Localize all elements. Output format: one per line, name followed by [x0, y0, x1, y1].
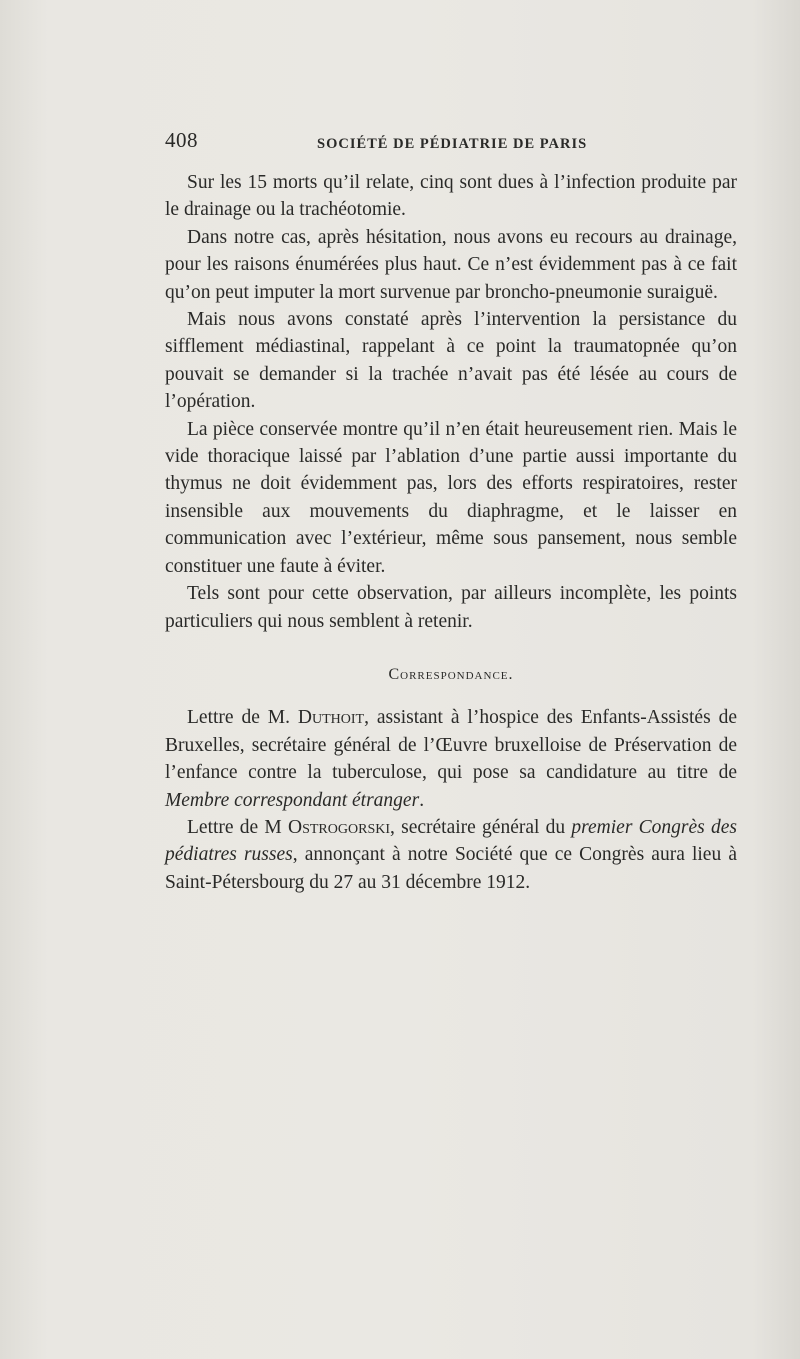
letter-text: , secrétaire général du: [390, 816, 572, 838]
letter-text: Lettre de M.: [187, 707, 298, 729]
membership-title: Membre correspondant étranger: [165, 789, 420, 811]
paragraph: Sur les 15 morts qu’il relate, cinq sont dues à l’infection produite par le drainage ou la trachéotomie.: [165, 172, 737, 221]
paragraph: Mais nous avons constaté après l’intervention la persistance du sifflement médiastinal, rappelant à ce point la traumatopnée qu’on pouvait se demander si la trachée n’avait pas été lésée au cours de l’opération.: [165, 309, 737, 413]
paragraph: La pièce conservée montre qu’il n’en était heureusement rien. Mais le vide thoracique laissé par l’ablation d’une partie aussi importante du thymus ne doit évidemment pas, lors des efforts respiratoires, rester insensible aux mouvements du diaphragme, et le laisser en communication avec l’extérieur, même sous pansement, nous semble constituer une faute à éviter.: [165, 418, 737, 577]
letter-text: Lettre de M: [187, 816, 289, 838]
running-head: SOCIÉTÉ DE PÉDIATRIE DE PARIS: [317, 136, 588, 152]
page-number: 408: [165, 128, 198, 152]
body-text: [165, 169, 737, 896]
letter-text: .: [419, 789, 425, 811]
correspondence-letter-ostrogorski: [165, 814, 737, 896]
page-header: [165, 128, 737, 158]
paragraph: Tels sont pour cette observation, par ailleurs incomplète, les points particuliers qui nous semblent à retenir.: [165, 583, 737, 632]
section-title: Correspondance.: [388, 665, 514, 683]
letter-text: , annonçant à notre Société que ce Congrès aura lieu à Saint-Pétersbourg du 27 au 31 décembre 1912.: [165, 844, 737, 893]
congress-name: premier Congrès des pédiatres russes: [165, 816, 737, 866]
person-name: Duthoit: [297, 707, 365, 729]
paragraph: Dans notre cas, après hésitation, nous avons eu recours au drainage, pour les raisons énumérées plus haut. Ce n’est évidemment pas à ce fait qu’on peut imputer la mort survenue par broncho-pneumonie suraiguë.: [165, 226, 737, 303]
correspondence-letter-duthoit: [165, 704, 737, 814]
person-name: Ostrogorski: [288, 816, 391, 838]
letter-text: , assistant à l’hospice des Enfants-Assistés de Bruxelles, secrétaire général de l’Œuvre bruxelloise de Préservation de l’enfance contre la tuberculose, qui pose sa candidature au titre de: [165, 707, 737, 784]
